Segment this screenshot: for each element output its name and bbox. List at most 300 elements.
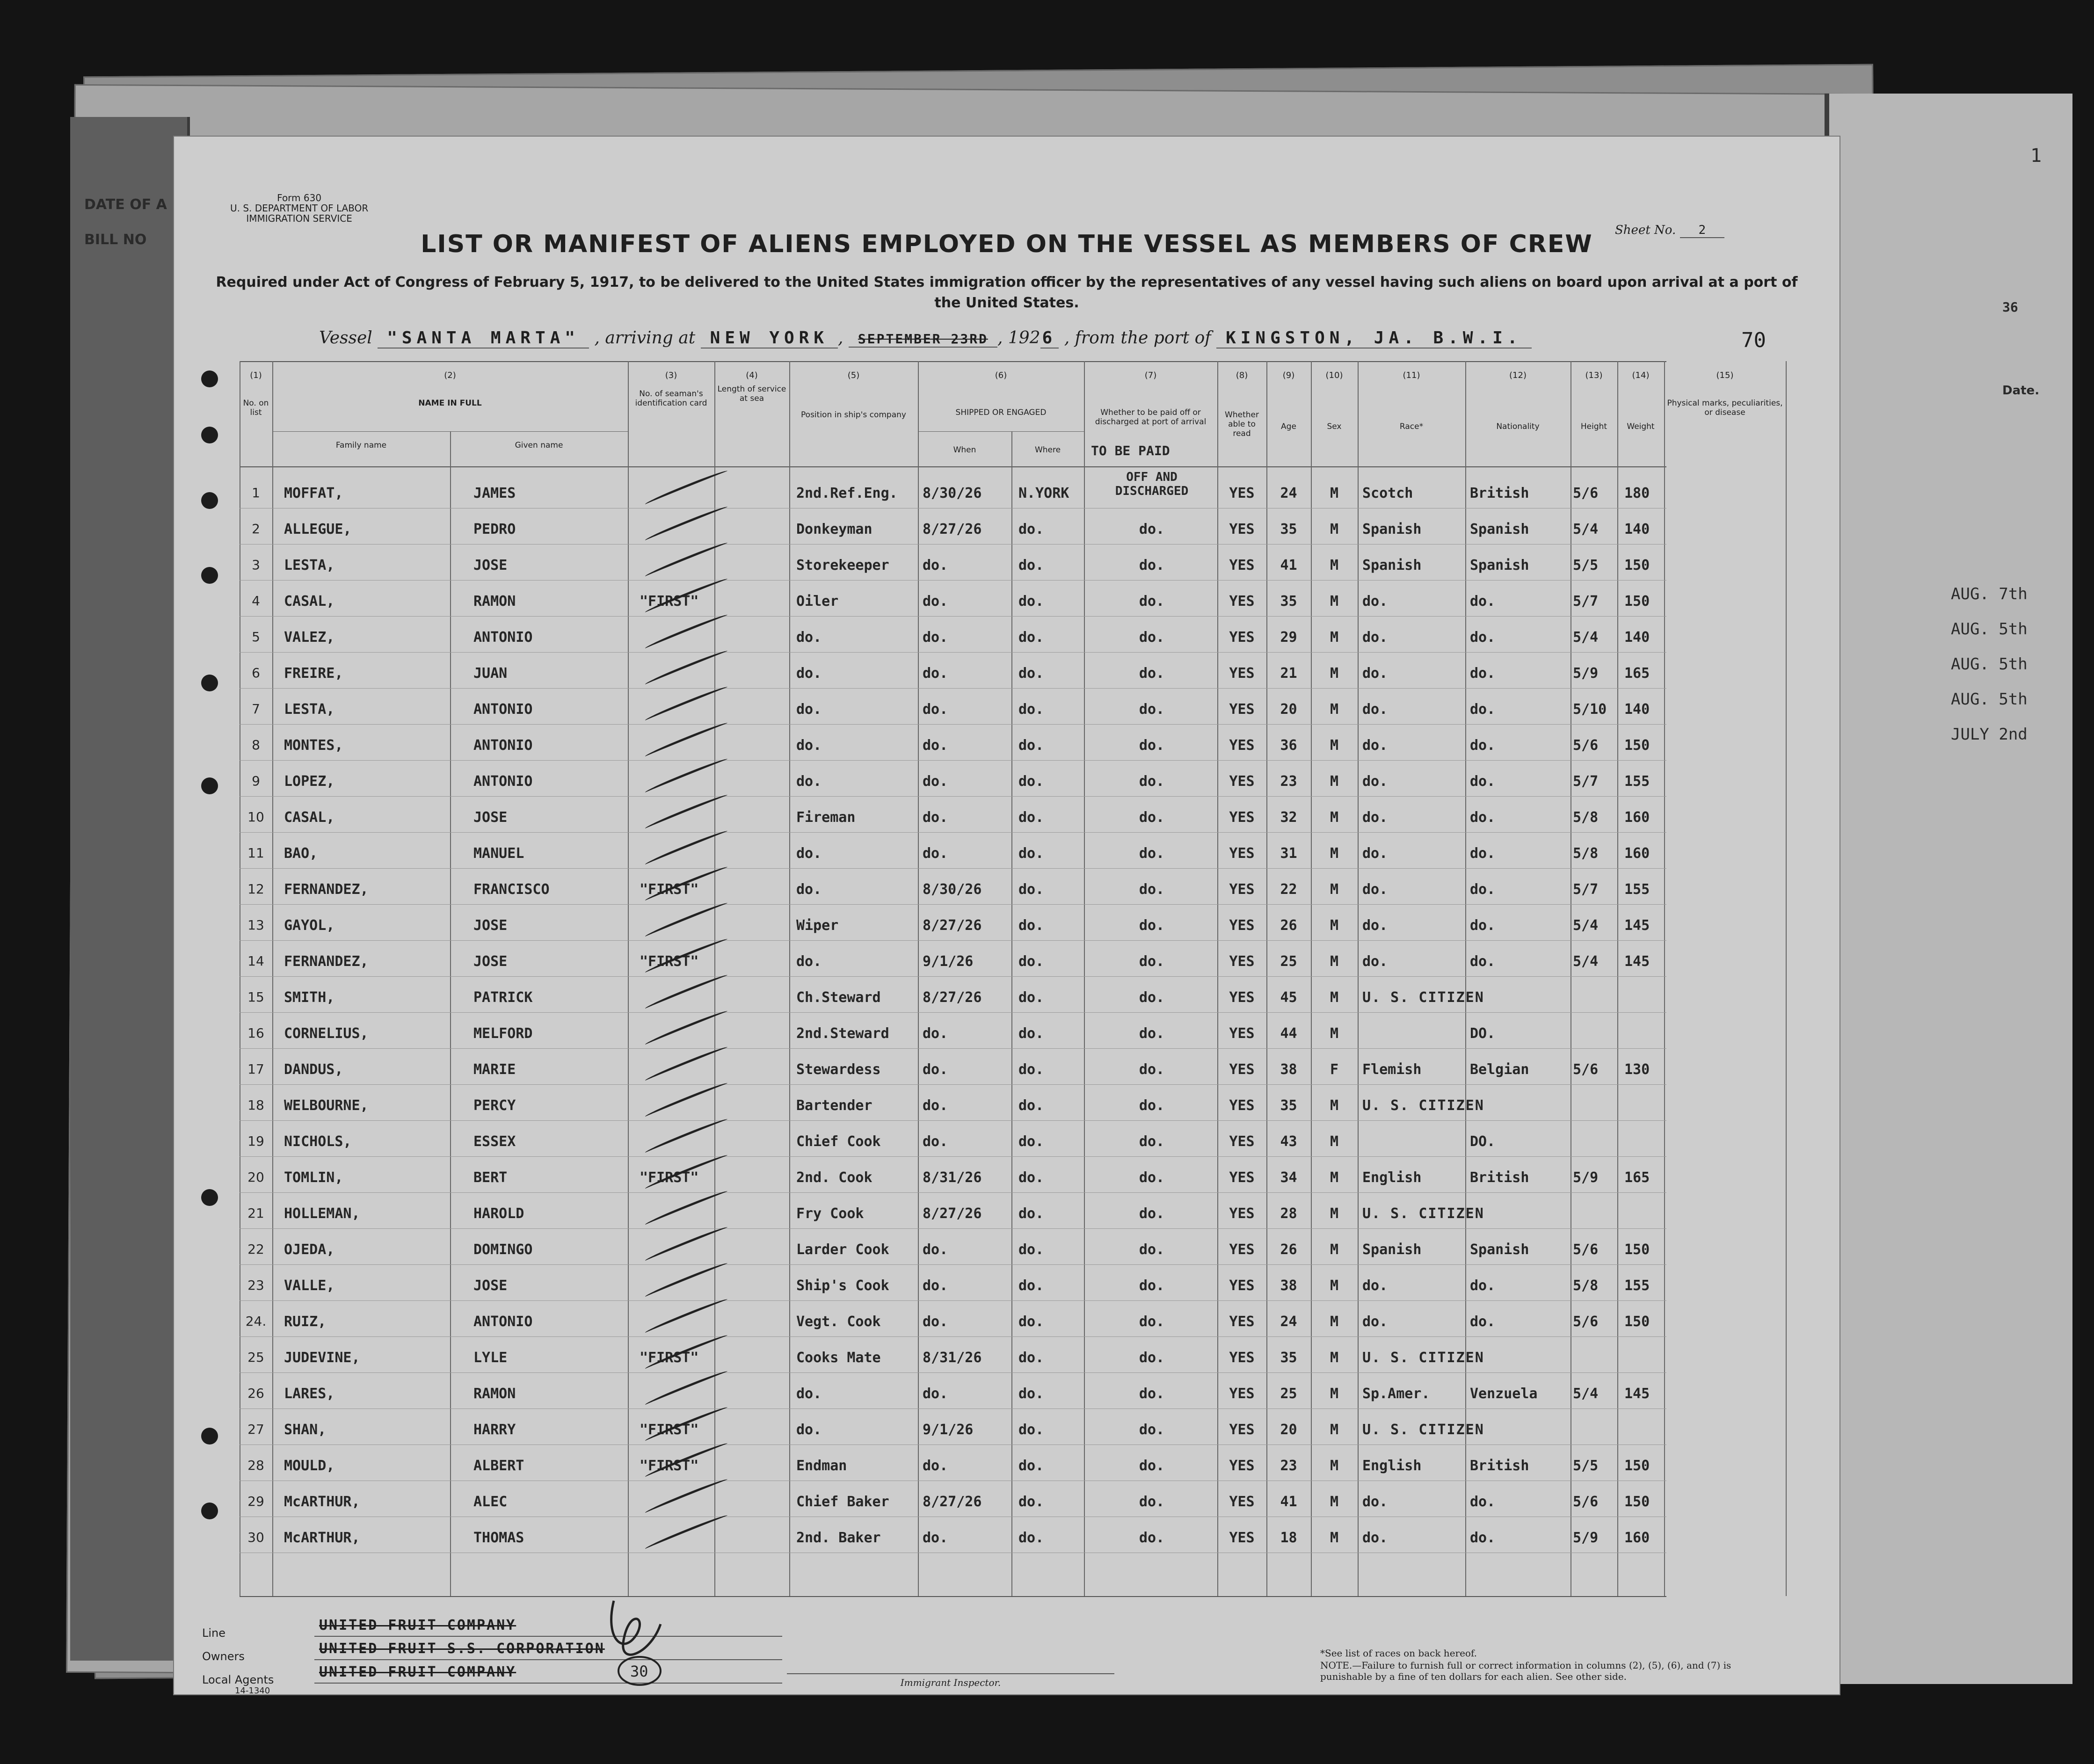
- row-rule: [240, 1156, 1666, 1157]
- nationality: do.: [1470, 665, 1496, 682]
- able-to-read: YES: [1229, 1314, 1255, 1330]
- header-bottom-rule: [240, 466, 1666, 467]
- shipped-where: do.: [1018, 953, 1044, 970]
- family-name: SHAN,: [284, 1422, 327, 1438]
- age: 26: [1280, 1241, 1297, 1258]
- paid-off: do.: [1139, 629, 1165, 646]
- able-to-read: YES: [1229, 1386, 1255, 1402]
- nationality: do.: [1470, 701, 1496, 718]
- row-number: 23: [247, 1278, 264, 1293]
- column-header-nationality: Nationality: [1496, 422, 1540, 431]
- footer-line-value: UNITED FRUIT COMPANY: [319, 1617, 516, 1633]
- weight: 145: [1624, 1386, 1650, 1402]
- sex: M: [1330, 917, 1339, 934]
- position: Endman: [796, 1458, 847, 1474]
- check-mark: [644, 685, 728, 723]
- given-name: ANTONIO: [473, 701, 533, 718]
- age: 24: [1280, 485, 1297, 501]
- shipped-when: 8/30/26: [923, 881, 982, 898]
- column-divider: [1570, 361, 1571, 1596]
- column-number: (10): [1325, 370, 1343, 380]
- given-name: JOSE: [473, 917, 508, 934]
- position: 2nd.Ref.Eng.: [796, 485, 898, 501]
- table-border-right: [1786, 361, 1787, 1596]
- row-number: 19: [247, 1133, 264, 1149]
- right-sheet-date-label: Date.: [2002, 384, 2040, 398]
- paid-off: do.: [1139, 953, 1165, 970]
- shipped-where: do.: [1018, 1278, 1044, 1294]
- given-name: ANTONIO: [473, 629, 533, 646]
- shipped-when: do.: [923, 665, 948, 682]
- age: 25: [1280, 1386, 1297, 1402]
- check-mark: [644, 613, 728, 651]
- paid-off: do.: [1139, 1314, 1165, 1330]
- row-rule: [240, 760, 1666, 761]
- nationality: Belgian: [1470, 1061, 1529, 1078]
- given-name: JOSE: [473, 809, 508, 826]
- able-to-read: YES: [1229, 989, 1255, 1006]
- race: do.: [1362, 701, 1388, 718]
- row-number: 20: [247, 1169, 264, 1185]
- paid-off: do.: [1139, 1530, 1165, 1546]
- vessel-label: Vessel: [319, 328, 372, 348]
- sex: M: [1330, 1530, 1339, 1546]
- sex: M: [1330, 1205, 1339, 1222]
- shipped-where: do.: [1018, 1530, 1044, 1546]
- race: U. S. CITIZEN: [1362, 1350, 1484, 1366]
- sex: M: [1330, 485, 1339, 501]
- family-name: McARTHUR,: [284, 1494, 360, 1510]
- age: 20: [1280, 701, 1297, 718]
- height: 5/7: [1573, 773, 1599, 790]
- column-header-sex: Sex: [1327, 422, 1342, 431]
- column-header-height: Height: [1580, 422, 1607, 431]
- nationality: Spanish: [1470, 521, 1529, 537]
- nationality: do.: [1470, 953, 1496, 970]
- shipped-when: do.: [923, 557, 948, 573]
- footer-agents-label: Local Agents: [202, 1673, 274, 1686]
- sex: M: [1330, 953, 1339, 970]
- given-name: HAROLD: [473, 1205, 524, 1222]
- footnote-penalty: NOTE.—Failure to furnish full or correct information in columns (2), (5), (6), and (7) is punishable by a fine of ten dollars for each alien. See other side.: [1320, 1660, 1731, 1682]
- position: 2nd.Steward: [796, 1025, 889, 1042]
- age: 35: [1280, 593, 1297, 610]
- check-mark: [644, 973, 728, 1011]
- stub-line: BILL NO: [84, 232, 147, 248]
- age: 43: [1280, 1133, 1297, 1150]
- age: 41: [1280, 557, 1297, 573]
- card-number: "FIRST": [640, 881, 699, 898]
- punch-hole: [201, 1503, 218, 1519]
- age: 45: [1280, 989, 1297, 1006]
- given-name: JUAN: [473, 665, 508, 682]
- position: do.: [796, 737, 822, 754]
- footer-rule: [314, 1659, 782, 1660]
- column-number: (8): [1236, 370, 1248, 380]
- race: Sp.Amer.: [1362, 1386, 1430, 1402]
- punch-hole: [201, 427, 218, 443]
- paid-off: do.: [1139, 737, 1165, 754]
- given-name: ALBERT: [473, 1458, 524, 1474]
- check-mark: [644, 757, 728, 795]
- footer-owners-label: Owners: [202, 1650, 245, 1663]
- column-header-family: Family name: [335, 441, 387, 450]
- paid-off: do.: [1139, 1494, 1165, 1510]
- family-name: RUIZ,: [284, 1314, 327, 1330]
- shipped-where: do.: [1018, 1458, 1044, 1474]
- weight: 155: [1624, 1278, 1650, 1294]
- shipped-where: do.: [1018, 1097, 1044, 1114]
- able-to-read: YES: [1229, 557, 1255, 573]
- row-rule: [240, 1336, 1666, 1337]
- column-header-given: Given name: [515, 441, 563, 450]
- nationality: do.: [1470, 1278, 1496, 1294]
- sheet-number-value: 2: [1680, 223, 1725, 238]
- column-number: (1): [250, 370, 262, 380]
- given-name: PEDRO: [473, 521, 516, 537]
- sex: M: [1330, 1386, 1339, 1402]
- row-number: 24.: [245, 1314, 267, 1329]
- paid-off: do.: [1139, 1169, 1165, 1186]
- paid-off: do.: [1139, 1061, 1165, 1078]
- position: do.: [796, 953, 822, 970]
- column-number: (5): [847, 370, 860, 380]
- given-name: LYLE: [473, 1350, 508, 1366]
- row-number: 25: [247, 1350, 264, 1365]
- position: Chief Baker: [796, 1494, 889, 1510]
- punch-hole: [201, 777, 218, 794]
- shipped-when: do.: [923, 1314, 948, 1330]
- height: 5/8: [1573, 809, 1599, 826]
- height: 5/5: [1573, 557, 1599, 573]
- weight: 140: [1624, 701, 1650, 718]
- paid-off: do.: [1139, 665, 1165, 682]
- given-name: JOSE: [473, 953, 508, 970]
- weight: 165: [1624, 665, 1650, 682]
- shipped-where: do.: [1018, 809, 1044, 826]
- family-name: MONTES,: [284, 737, 343, 754]
- shipped-where: do.: [1018, 1169, 1044, 1186]
- race: do.: [1362, 845, 1388, 862]
- check-mark: [644, 1189, 728, 1227]
- height: 5/4: [1573, 1386, 1599, 1402]
- sex: M: [1330, 737, 1339, 754]
- shipped-when: do.: [923, 629, 948, 646]
- shipped-when: do.: [923, 1241, 948, 1258]
- check-mark: [644, 1513, 728, 1551]
- position: Donkeyman: [796, 521, 872, 537]
- column-number: (7): [1144, 370, 1157, 380]
- able-to-read: YES: [1229, 593, 1255, 610]
- height: 5/6: [1573, 1314, 1599, 1330]
- row-rule: [240, 1192, 1666, 1193]
- row-number: 6: [252, 665, 260, 681]
- check-mark: [644, 505, 728, 543]
- row-rule: [240, 1228, 1666, 1229]
- age: 18: [1280, 1530, 1297, 1546]
- given-name: DOMINGO: [473, 1241, 533, 1258]
- check-mark: [644, 1369, 728, 1407]
- shipped-when: do.: [923, 1097, 948, 1114]
- column-header-read: Whether able to read: [1225, 410, 1259, 438]
- column-header-weight: Weight: [1627, 422, 1655, 431]
- row-rule: [240, 652, 1666, 653]
- form-number-text: Form 630: [277, 192, 322, 203]
- given-name: ESSEX: [473, 1133, 516, 1150]
- paid-off: do.: [1139, 1386, 1165, 1402]
- weight: 130: [1624, 1061, 1650, 1078]
- nationality: Venzuela: [1470, 1386, 1538, 1402]
- right-sheet: [1825, 94, 2072, 1684]
- race: U. S. CITIZEN: [1362, 1422, 1484, 1438]
- position: Stewardess: [796, 1061, 881, 1078]
- height: 5/6: [1573, 1241, 1599, 1258]
- family-name: LARES,: [284, 1386, 335, 1402]
- weight: 150: [1624, 557, 1650, 573]
- sex: M: [1330, 1097, 1339, 1114]
- row-number: 28: [247, 1458, 264, 1473]
- paid-off: do.: [1139, 1097, 1165, 1114]
- able-to-read: YES: [1229, 1350, 1255, 1366]
- inspector-label: Immigrant Inspector.: [900, 1677, 1001, 1688]
- position: Chief Cook: [796, 1133, 881, 1150]
- page-subtitle: Required under Act of Congress of February 5, 1917, to be delivered to the United States immigration officer by the representatives of any vessel having such aliens on board upon arrival at a port of the United States.: [216, 274, 1798, 311]
- family-name: MOULD,: [284, 1458, 335, 1474]
- shipped-where: do.: [1018, 773, 1044, 790]
- weight: 155: [1624, 881, 1650, 898]
- arrival-year: 6: [1040, 328, 1059, 348]
- footer-rule: [314, 1636, 782, 1637]
- paid-stamp: TO BE PAID: [1091, 443, 1170, 458]
- family-name: LOPEZ,: [284, 773, 335, 790]
- column-divider: [1358, 361, 1359, 1596]
- check-mark: [644, 1477, 728, 1515]
- sex: M: [1330, 521, 1339, 537]
- shipped-when: do.: [923, 809, 948, 826]
- family-name: FERNANDEZ,: [284, 953, 369, 970]
- given-name: MARIE: [473, 1061, 516, 1078]
- position: do.: [796, 1422, 822, 1438]
- card-number: "FIRST": [640, 593, 699, 610]
- weight: 140: [1624, 629, 1650, 646]
- row-number: 16: [247, 1025, 264, 1041]
- family-name: CORNELIUS,: [284, 1025, 369, 1042]
- family-name: NICHOLS,: [284, 1133, 352, 1150]
- able-to-read: YES: [1229, 1530, 1255, 1546]
- column-number: (11): [1403, 370, 1420, 380]
- height: 5/9: [1573, 1530, 1599, 1546]
- column-header-no: No. on list: [243, 399, 269, 417]
- right-sheet-entry: JULY 2nd: [1951, 725, 2028, 744]
- footer-form-code: 14-1340: [235, 1686, 270, 1696]
- row-number: 27: [247, 1422, 264, 1437]
- position: do.: [796, 629, 822, 646]
- able-to-read: YES: [1229, 1278, 1255, 1294]
- age: 31: [1280, 845, 1297, 862]
- column-header-name: NAME IN FULL: [418, 399, 482, 408]
- family-name: CASAL,: [284, 809, 335, 826]
- race: do.: [1362, 773, 1388, 790]
- paid-off: do.: [1139, 917, 1165, 934]
- shipped-where: do.: [1018, 1350, 1044, 1366]
- column-divider: [918, 361, 919, 1596]
- shipped-when: 8/27/26: [923, 1205, 982, 1222]
- nationality: do.: [1470, 1530, 1496, 1546]
- able-to-read: YES: [1229, 917, 1255, 934]
- given-name: ALEC: [473, 1494, 508, 1510]
- able-to-read: YES: [1229, 1169, 1255, 1186]
- position: Cooks Mate: [796, 1350, 881, 1366]
- height: 5/7: [1573, 881, 1599, 898]
- age: 44: [1280, 1025, 1297, 1042]
- stub-label: [84, 196, 178, 290]
- column-divider: [1465, 361, 1466, 1596]
- position: Ch.Steward: [796, 989, 881, 1006]
- race: U. S. CITIZEN: [1362, 1205, 1484, 1222]
- paid-off: do.: [1139, 701, 1165, 718]
- position: do.: [796, 845, 822, 862]
- column-divider: [1084, 361, 1085, 1596]
- given-name: ANTONIO: [473, 773, 533, 790]
- able-to-read: YES: [1229, 521, 1255, 537]
- sex: M: [1330, 845, 1339, 862]
- right-sheet-page: 36: [2002, 299, 2018, 315]
- position: Fireman: [796, 809, 856, 826]
- row-rule: [240, 1372, 1666, 1373]
- position: 2nd. Baker: [796, 1530, 881, 1546]
- check-mark: [644, 721, 728, 759]
- shipped-when: 8/31/26: [923, 1169, 982, 1186]
- age: 35: [1280, 521, 1297, 537]
- paid-off: do.: [1139, 1278, 1165, 1294]
- column-divider: [1617, 361, 1618, 1596]
- shipped-when: 9/1/26: [923, 953, 974, 970]
- shipped-when: do.: [923, 737, 948, 754]
- position: Ship's Cook: [796, 1278, 889, 1294]
- weight: 150: [1624, 1314, 1650, 1330]
- race: U. S. CITIZEN: [1362, 989, 1484, 1006]
- able-to-read: YES: [1229, 1133, 1255, 1150]
- row-number: 14: [247, 953, 264, 969]
- row-number: 12: [247, 881, 264, 897]
- check-mark: [644, 793, 728, 831]
- height: 5/7: [1573, 593, 1599, 610]
- check-mark: [644, 649, 728, 687]
- table-top-rule: [240, 361, 1666, 362]
- able-to-read: YES: [1229, 1025, 1255, 1042]
- age: 34: [1280, 1169, 1297, 1186]
- family-name: VALLE,: [284, 1278, 335, 1294]
- weight: 145: [1624, 917, 1650, 934]
- column-header-card: No. of seaman's identification card: [635, 389, 707, 408]
- family-name: OJEDA,: [284, 1241, 335, 1258]
- shipped-where: do.: [1018, 665, 1044, 682]
- shipped-when: do.: [923, 773, 948, 790]
- paid-off: OFF AND DISCHARGED: [1115, 470, 1189, 498]
- shipped-when: do.: [923, 1530, 948, 1546]
- given-name: MELFORD: [473, 1025, 533, 1042]
- height: 5/8: [1573, 1278, 1599, 1294]
- shipped-where: do.: [1018, 989, 1044, 1006]
- paid-off: do.: [1139, 773, 1165, 790]
- card-number: "FIRST": [640, 1169, 699, 1186]
- check-mark: [644, 1261, 728, 1299]
- age: 24: [1280, 1314, 1297, 1330]
- paid-off: do.: [1139, 1133, 1165, 1150]
- row-rule: [240, 580, 1666, 581]
- column-number: (15): [1716, 370, 1734, 380]
- row-rule: [240, 688, 1666, 689]
- family-name: BAO,: [284, 845, 318, 862]
- family-name: TOMLIN,: [284, 1169, 343, 1186]
- age: 25: [1280, 953, 1297, 970]
- check-mark: [644, 1009, 728, 1047]
- shipped-where: do.: [1018, 917, 1044, 934]
- shipped-when: 8/27/26: [923, 917, 982, 934]
- age: 23: [1280, 1458, 1297, 1474]
- sex: M: [1330, 809, 1339, 826]
- height: 5/4: [1573, 953, 1599, 970]
- row-rule: [240, 1012, 1666, 1013]
- family-name: CASAL,: [284, 593, 335, 610]
- race: Flemish: [1362, 1061, 1422, 1078]
- able-to-read: YES: [1229, 773, 1255, 790]
- given-name: JOSE: [473, 557, 508, 573]
- age: 41: [1280, 1494, 1297, 1510]
- stub-line: DATE OF A: [84, 196, 167, 213]
- punch-hole: [201, 567, 218, 584]
- nationality: do.: [1470, 1494, 1496, 1510]
- race: do.: [1362, 953, 1388, 970]
- departure-port: KINGSTON, JA. B.W.I.: [1216, 328, 1531, 348]
- column-header-paid: Whether to be paid off or discharged at port of arrival: [1095, 408, 1207, 427]
- nationality: Spanish: [1470, 557, 1529, 573]
- column-header-when: When: [953, 445, 976, 455]
- given-name: JAMES: [473, 485, 516, 501]
- shipped-when: 9/1/26: [923, 1422, 974, 1438]
- shipped-when: do.: [923, 1278, 948, 1294]
- sex: M: [1330, 989, 1339, 1006]
- right-sheet-entry: AUG. 5th: [1951, 655, 2028, 674]
- position: Wiper: [796, 917, 839, 934]
- position: do.: [796, 773, 822, 790]
- check-mark: [644, 1225, 728, 1263]
- column-divider: [628, 361, 629, 1596]
- able-to-read: YES: [1229, 881, 1255, 898]
- shipped-when: do.: [923, 1386, 948, 1402]
- height: 5/6: [1573, 485, 1599, 501]
- vessel-name: "SANTA MARTA": [378, 328, 589, 348]
- given-name: MANUEL: [473, 845, 524, 862]
- row-number: 8: [252, 737, 260, 753]
- vessel-line: Vessel "SANTA MARTA" , arriving at NEW YORK , SEPTEMBER 23RD , 192 6 , from the port of KINGSTON, JA. B.W.I.: [319, 328, 1532, 348]
- age: 20: [1280, 1422, 1297, 1438]
- given-name: HARRY: [473, 1422, 516, 1438]
- shipped-when: 8/31/26: [923, 1350, 982, 1366]
- position: Fry Cook: [796, 1205, 864, 1222]
- race: Spanish: [1362, 557, 1422, 573]
- sex: F: [1330, 1061, 1339, 1078]
- paid-off: do.: [1139, 1458, 1165, 1474]
- row-number: 22: [247, 1241, 264, 1257]
- position: do.: [796, 1386, 822, 1402]
- arrival-date: SEPTEMBER 23RD: [849, 331, 997, 348]
- shipped-where: do.: [1018, 1241, 1044, 1258]
- row-number: 30: [247, 1530, 264, 1545]
- paid-off: do.: [1139, 1422, 1165, 1438]
- nationality: British: [1470, 1169, 1529, 1186]
- row-rule: [240, 1264, 1666, 1265]
